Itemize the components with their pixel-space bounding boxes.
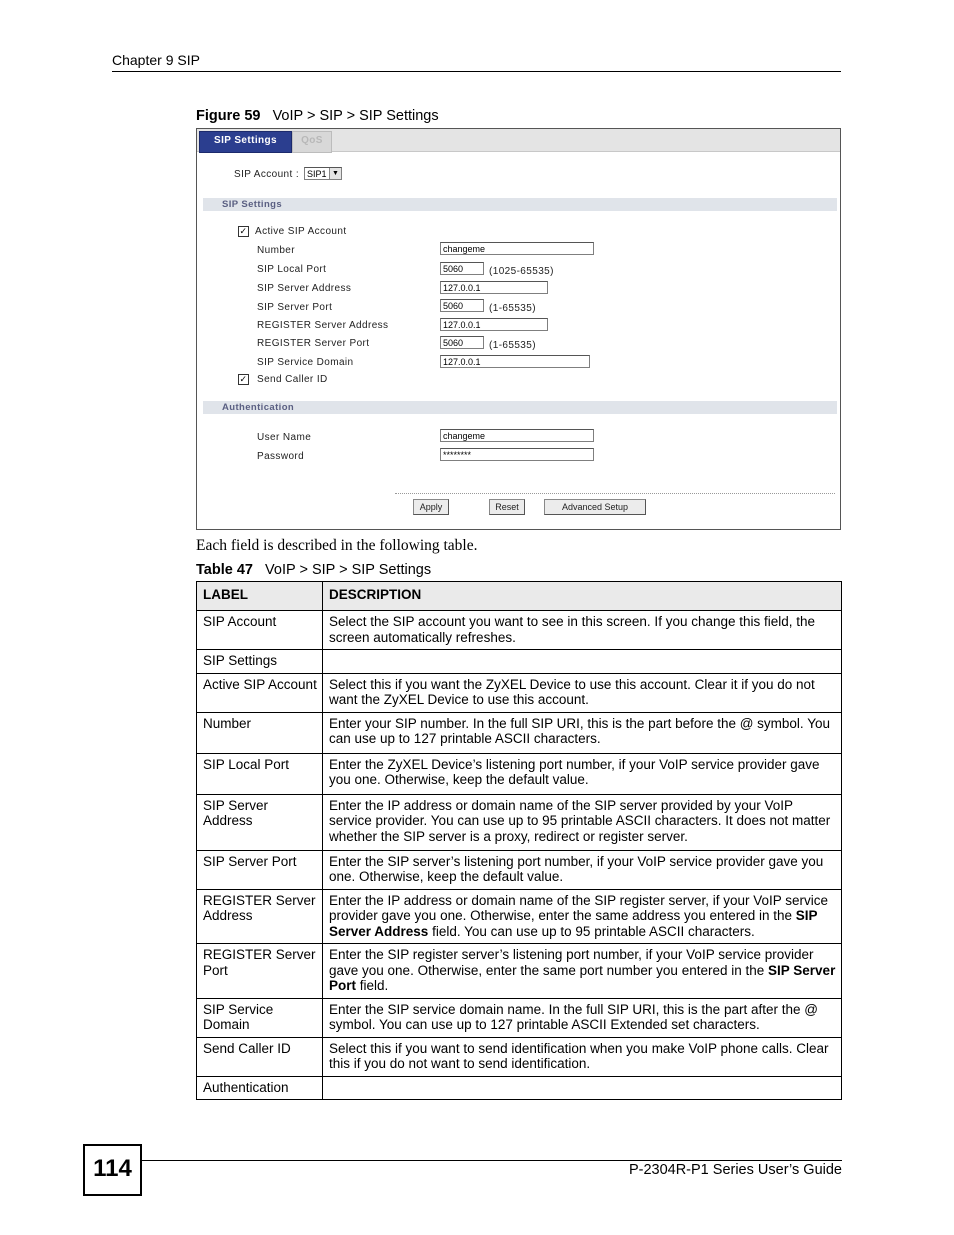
row-label: Active SIP Account — [197, 673, 323, 712]
service-domain-label: SIP Service Domain — [257, 357, 354, 368]
row-label: SIP Service Domain — [197, 998, 323, 1037]
row-label: SIP Server Address — [197, 794, 323, 850]
footer-rule — [140, 1160, 842, 1161]
figure-number: Figure 59 — [196, 108, 261, 124]
sip-account-label: SIP Account : — [234, 169, 300, 180]
password-input[interactable]: ******** — [440, 448, 594, 461]
user-name-label: User Name — [257, 432, 312, 443]
row-description: Select this if you want the ZyXEL Device to use this account. Clear it if you do not want the ZyXEL Device to use this account. — [323, 673, 842, 712]
row-description: Select the SIP account you want to see in this screen. If you change this field, the screen automatically refreshes. — [323, 611, 842, 650]
desc-bold: SIP Server Port — [329, 962, 836, 993]
register-address-input[interactable]: 127.0.0.1 — [440, 318, 548, 331]
reset-button[interactable]: Reset — [489, 499, 525, 515]
figure-caption — [196, 108, 439, 124]
sip-settings-screenshot — [196, 128, 841, 530]
table-row — [197, 998, 842, 1037]
table-row — [197, 753, 842, 794]
tab-bar — [197, 129, 840, 152]
desc-text: field. — [356, 978, 389, 993]
chevron-down-icon: ▼ — [329, 168, 341, 179]
register-port-input[interactable]: 5060 — [440, 336, 484, 349]
section-sip-settings: SIP Settings — [203, 198, 837, 211]
service-domain-input[interactable]: 127.0.0.1 — [440, 355, 590, 368]
tab-sip-settings[interactable]: SIP Settings — [199, 131, 292, 153]
table-row — [197, 1076, 842, 1100]
header-description: DESCRIPTION — [323, 582, 842, 611]
section-authentication: Authentication — [203, 401, 837, 414]
table-row — [197, 611, 842, 650]
table-row — [197, 712, 842, 753]
row-description: Enter the SIP server’s listening port number, if your VoIP service provider gave you one. Otherwise, keep the default value. — [323, 850, 842, 889]
user-name-input[interactable]: changeme — [440, 429, 594, 442]
number-input[interactable]: changeme — [440, 242, 594, 255]
advanced-setup-button[interactable]: Advanced Setup — [544, 499, 646, 515]
active-sip-label: Active SIP Account — [255, 226, 347, 237]
row-description: Select this if you want to send identification when you make VoIP phone calls. Clear this if you do not want to send identification. — [323, 1037, 842, 1076]
table-row — [197, 650, 842, 674]
row-description: Enter the IP address or domain name of the SIP server provided by your VoIP service provider. You can use up to 95 printable ASCII characters. It does not matter whether the SIP server is a proxy, redirect or register server. — [323, 794, 842, 850]
send-caller-id-checkbox[interactable]: ✓ — [239, 374, 248, 384]
table-number: Table 47 — [196, 562, 253, 578]
local-port-range: (1025-65535) — [489, 266, 554, 277]
server-port-label: SIP Server Port — [257, 302, 333, 313]
desc-text: Enter the IP address or domain name of the SIP register server, if your VoIP service provider gave you one. Otherwise, enter the same address you entered in the — [329, 892, 829, 923]
server-port-input[interactable]: 5060 — [440, 299, 484, 312]
row-description: Enter your SIP number. In the full SIP URI, this is the part before the @ symbol. You can use up to 127 printable ASCII characters. — [323, 712, 842, 753]
table-header-row — [197, 582, 842, 611]
page-number: 114 — [83, 1144, 142, 1196]
row-description: Enter the ZyXEL Device’s listening port number, if your VoIP service provider gave you one. Otherwise, keep the default value. — [323, 753, 842, 794]
local-port-input[interactable]: 5060 — [440, 262, 484, 275]
tab-qos[interactable]: QoS — [292, 131, 332, 153]
row-label: SIP Server Port — [197, 850, 323, 889]
row-description — [323, 889, 842, 944]
register-port-range: (1-65535) — [489, 340, 536, 351]
server-port-range: (1-65535) — [489, 303, 536, 314]
server-address-input[interactable]: 127.0.0.1 — [440, 281, 548, 294]
figure-title: VoIP > SIP > SIP Settings — [272, 108, 439, 124]
row-label: SIP Settings — [197, 650, 323, 674]
button-divider — [395, 493, 835, 494]
apply-button[interactable]: Apply — [413, 499, 449, 515]
row-label: SIP Account — [197, 611, 323, 650]
row-description — [323, 650, 842, 674]
server-address-label: SIP Server Address — [257, 283, 352, 294]
row-label: Authentication — [197, 1076, 323, 1100]
table-row — [197, 850, 842, 889]
desc-text: Enter the SIP register server’s listening port number, if your VoIP service provider gave you one. Otherwise, enter the same port number you entered in the — [329, 947, 814, 978]
table-row — [197, 673, 842, 712]
guide-title: P-2304R-P1 Series User’s Guide — [628, 1162, 842, 1178]
sip-account-value: SIP1 — [307, 169, 327, 179]
row-label: REGISTER Server Port — [197, 944, 323, 999]
row-description — [323, 1076, 842, 1100]
row-label: REGISTER Server Address — [197, 889, 323, 944]
header-label: LABEL — [197, 582, 323, 611]
row-label: Number — [197, 712, 323, 753]
row-label: SIP Local Port — [197, 753, 323, 794]
chapter-header: Chapter 9 SIP — [112, 52, 200, 68]
row-label: Send Caller ID — [197, 1037, 323, 1076]
table-row — [197, 889, 842, 944]
number-label: Number — [257, 245, 295, 256]
table-row — [197, 1037, 842, 1076]
send-caller-id-label: Send Caller ID — [257, 374, 328, 385]
header-rule — [112, 71, 841, 72]
register-port-label: REGISTER Server Port — [257, 338, 370, 349]
description-table — [196, 581, 842, 1100]
local-port-label: SIP Local Port — [257, 264, 327, 275]
desc-bold: SIP Server Address — [329, 908, 818, 939]
table-row — [197, 794, 842, 850]
register-address-label: REGISTER Server Address — [257, 320, 389, 331]
sip-account-select[interactable] — [304, 167, 342, 180]
row-description: Enter the SIP service domain name. In the full SIP URI, this is the part after the @ symbol. You can use up to 127 printable ASCII Extended set characters. — [323, 998, 842, 1037]
intro-text: Each field is described in the following table. — [196, 537, 478, 554]
table-row — [197, 944, 842, 999]
row-description — [323, 944, 842, 999]
password-label: Password — [257, 451, 305, 462]
active-sip-checkbox[interactable]: ✓ — [239, 226, 248, 236]
table-title: VoIP > SIP > SIP Settings — [265, 562, 432, 578]
desc-text: field. You can use up to 95 printable ASCII characters. — [428, 923, 755, 939]
table-caption — [196, 562, 431, 578]
